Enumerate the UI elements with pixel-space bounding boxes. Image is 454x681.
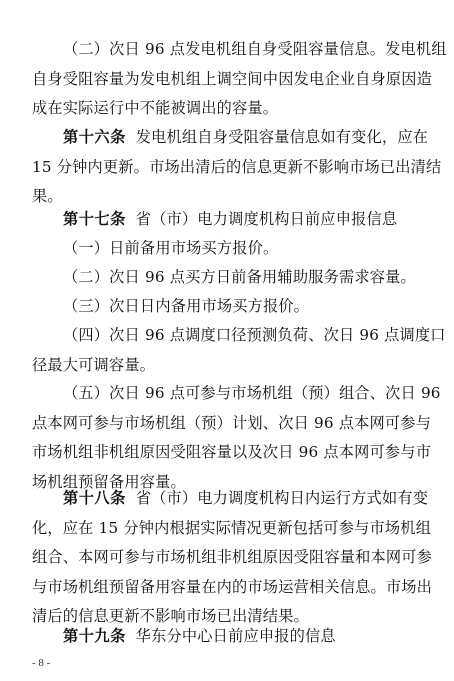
- text-line: 化，应在 15 分钟内根据实际情况更新包括可参与市场机组: [32, 518, 432, 537]
- text-line: （五）次日 96 点可参与市场机组（预）组合、次日 96: [63, 384, 441, 402]
- paragraph: [32, 263, 424, 293]
- text-line: （二）次日 96 点买方日前备用辅助服务需求容量。: [63, 268, 416, 286]
- text-line: （一）日前备用市场买方报价。: [63, 239, 279, 257]
- article-paragraph: [32, 622, 424, 652]
- text-line: 市场机组非机组原因受阻容量以及次日 96 点本网可参与市: [32, 443, 432, 462]
- text-line: 径最大可调容量。: [32, 355, 156, 374]
- text-line: 15 分钟内更新。市场出清后的信息更新不影响市场已出清结: [32, 157, 442, 176]
- text-line: [32, 205, 424, 235]
- text-line: [32, 484, 429, 514]
- text-line: 点本网可参与市场机组（预）计划、次日 96 点本网可参与: [32, 413, 432, 432]
- text-line: [32, 622, 424, 652]
- paragraph: [32, 35, 447, 124]
- article-heading: 第十八条: [63, 489, 126, 507]
- page-number: - 8 -: [32, 657, 51, 669]
- article-heading: 第十七条: [63, 210, 126, 228]
- paragraph: [32, 292, 424, 322]
- text-span: 省（市）电力调度机构日前应申报信息: [135, 210, 398, 228]
- article-paragraph: [32, 205, 424, 235]
- paragraph: [32, 234, 424, 264]
- article-paragraph: [32, 123, 442, 212]
- text-line: 果。: [32, 187, 63, 206]
- paragraph: [32, 379, 441, 497]
- text-line: 场机组预留备用容量。: [32, 472, 186, 491]
- article-heading: 第十六条: [63, 128, 126, 146]
- text-span: 华东分中心日前应申报的信息: [135, 627, 336, 645]
- text-line: 与市场机组预留备用容量在内的市场运营相关信息。市场出: [32, 577, 433, 596]
- text-span: 省（市）电力调度机构日内运行方式如有变: [135, 489, 429, 507]
- article-paragraph: [32, 484, 433, 632]
- text-line: [32, 123, 429, 153]
- article-heading: 第十九条: [63, 627, 126, 645]
- text-line: 自身受阻容量为发电机组上调空间中因发电企业自身原因造: [32, 69, 433, 88]
- text-line: 成在实际运行中不能被调出的容量。: [32, 99, 279, 118]
- text-line: （二）次日 96 点发电机组自身受阻容量信息。发电机组: [63, 40, 447, 58]
- text-line: （四）次日 96 点调度口径预测负荷、次日 96 点调度口: [63, 326, 446, 344]
- text-line: 清后的信息更新不影响市场已出清结果。: [32, 607, 309, 626]
- text-line: 组合、本网可参与市场机组非机组原因受阻容量和本网可参: [32, 548, 433, 567]
- paragraph: [32, 321, 446, 380]
- text-line: （三）次日日内备用市场买方报价。: [63, 297, 310, 315]
- text-span: 发电机组自身受阻容量信息如有变化，应在: [135, 128, 429, 146]
